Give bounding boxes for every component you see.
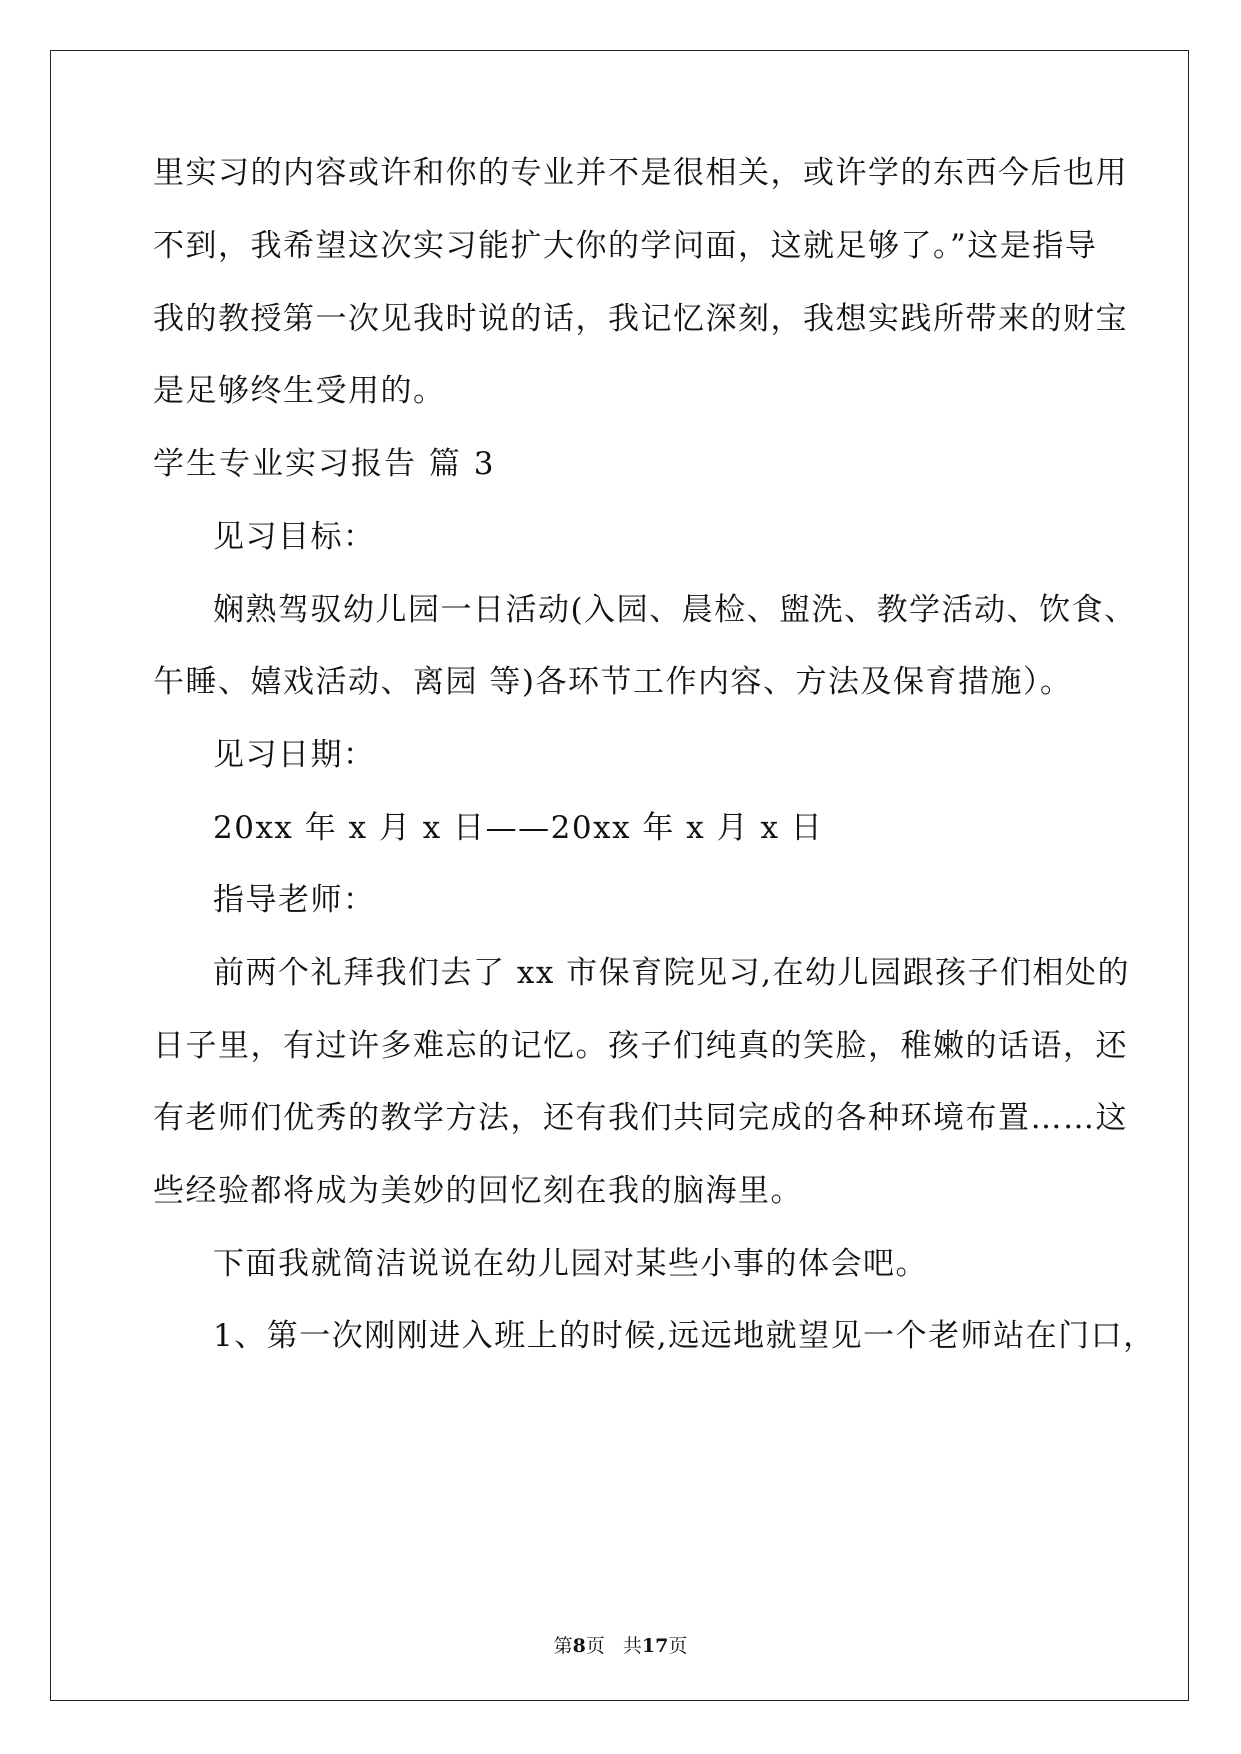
page-footer bbox=[0, 1634, 1241, 1658]
paragraph-line: 有老师们优秀的教学方法，还有我们共同完成的各种环境布置……这 bbox=[153, 1100, 1128, 1136]
page-border bbox=[50, 50, 1189, 1701]
section-heading: 学生专业实习报告 篇 3 bbox=[153, 446, 496, 482]
field-label-goal: 见习目标： bbox=[213, 519, 376, 555]
paragraph-line: 不到，我希望这次实习能扩大你的学问面，这就足够了。”这是指导 bbox=[153, 228, 1098, 264]
paragraph-line: 是足够终生受用的。 bbox=[153, 373, 446, 409]
field-label-teacher: 指导老师： bbox=[213, 882, 376, 918]
paragraph-line: 前两个礼拜我们去了 xx 市保育院见习,在幼儿园跟孩子们相处的 bbox=[213, 955, 1131, 991]
page-number: 8 bbox=[572, 1635, 586, 1657]
total-pages: 17 bbox=[641, 1635, 669, 1657]
paragraph-line: 娴熟驾驭幼儿园一日活动(入园、晨检、盥洗、教学活动、饮食、 bbox=[213, 592, 1137, 628]
total-suffix: 页 bbox=[668, 1635, 688, 1657]
paragraph-line: 1、第一次刚刚进入班上的时候,远远地就望见一个老师站在门口， bbox=[213, 1318, 1156, 1354]
paragraph-line: 日子里，有过许多难忘的记忆。孩子们纯真的笑脸，稚嫩的话语，还 bbox=[153, 1028, 1128, 1064]
total-prefix: 共 bbox=[622, 1635, 642, 1657]
field-label-date: 见习日期： bbox=[213, 737, 376, 773]
paragraph-line: 里实习的内容或许和你的专业并不是很相关，或许学的东西今后也用 bbox=[153, 155, 1128, 191]
date-range: 20xx 年 x 月 x 日——20xx 年 x 月 x 日 bbox=[213, 810, 824, 846]
page-suffix: 页 bbox=[585, 1635, 605, 1657]
paragraph-line: 午睡、嬉戏活动、离园 等)各环节工作内容、方法及保育措施）。 bbox=[153, 664, 1073, 700]
paragraph-line: 些经验都将成为美妙的回忆刻在我的脑海里。 bbox=[153, 1173, 803, 1209]
paragraph-line: 我的教授第一次见我时说的话，我记忆深刻，我想实践所带来的财宝 bbox=[153, 301, 1128, 337]
page-prefix: 第 bbox=[553, 1635, 573, 1657]
paragraph-line: 下面我就简洁说说在幼儿园对某些小事的体会吧。 bbox=[213, 1246, 928, 1282]
